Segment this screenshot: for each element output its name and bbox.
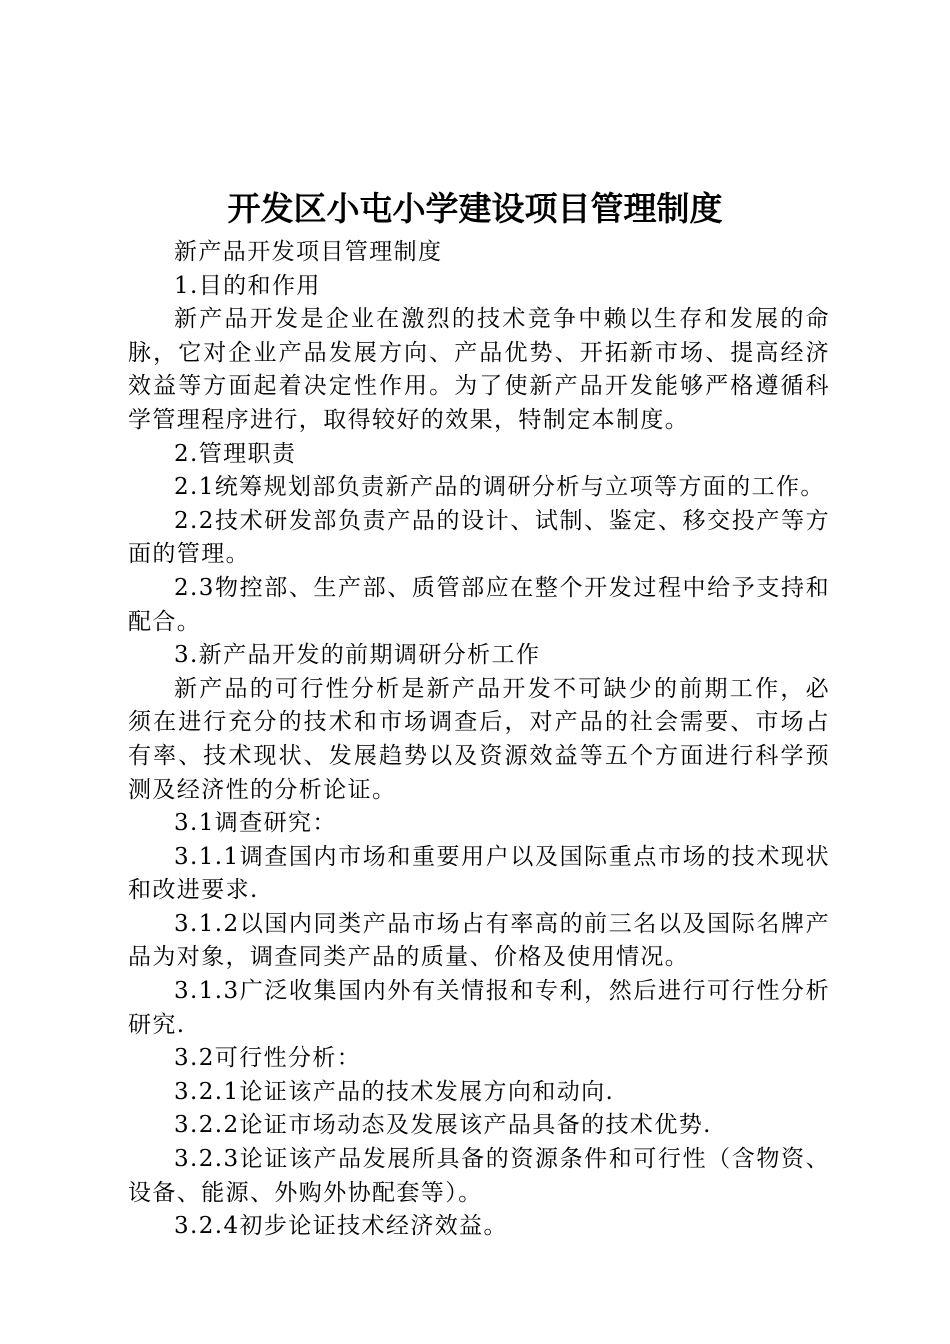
document-body [128, 236, 830, 1244]
paragraph: 3.1.1调查国内市场和重要用户以及国际重点市场的技术现状和改进要求. [128, 843, 830, 904]
paragraph: 2.1统筹规划部负责新产品的调研分析与立项等方面的工作。 [174, 474, 825, 501]
paragraph: 新产品开发是企业在激烈的技术竞争中赖以生存和发展的命脉，它对企业产品发展方向、产品优势、开拓新市场、提高经济效益等方面起着决定性作用。为了使新产品开发能够严格遵循科学管理程序进行，取得较好的效果，特制定本制度。 [128, 306, 830, 433]
subsection-heading: 3.1调查研究： [174, 810, 337, 837]
section-heading: 1.目的和作用 [174, 272, 321, 299]
paragraph: 3.2.4初步论证技术经济效益。 [174, 1213, 508, 1240]
paragraph: 2.2技术研发部负责产品的设计、试制、鉴定、移交投产等方面的管理。 [128, 507, 830, 568]
paragraph: 3.2.1论证该产品的技术发展方向和动向. [174, 1078, 615, 1105]
document-title: 开发区小屯小学建设项目管理制度 [227, 189, 723, 228]
paragraph: 3.1.2以国内同类产品市场占有率高的前三名以及国际名牌产品为对象，调查同类产品的质量、价格及使用情况。 [128, 910, 830, 971]
paragraph: 3.1.3广泛收集国内外有关情报和专利，然后进行可行性分析研究. [128, 978, 830, 1038]
section-heading: 3.新产品开发的前期调研分析工作 [174, 642, 541, 669]
paragraph: 3.2.3论证该产品发展所具备的资源条件和可行性（含物资、设备、能源、外购外协配套等）。 [128, 1146, 830, 1206]
section-heading: 2.管理职责 [174, 440, 297, 467]
paragraph: 新产品开发项目管理制度 [174, 239, 443, 265]
subsection-heading: 3.2可行性分析： [174, 1045, 362, 1072]
paragraph: 2.3物控部、生产部、质管部应在整个开发过程中给予支持和配合。 [128, 574, 830, 635]
paragraph: 3.2.2论证市场动态及发展该产品具备的技术优势. [174, 1112, 712, 1139]
paragraph: 新产品的可行性分析是新产品开发不可缺少的前期工作，必须在进行充分的技术和市场调查后，对产品的社会需要、市场占有率、技术现状、发展趋势以及资源效益等五个方面进行科学预测及经济性的分析论证。 [128, 675, 830, 803]
